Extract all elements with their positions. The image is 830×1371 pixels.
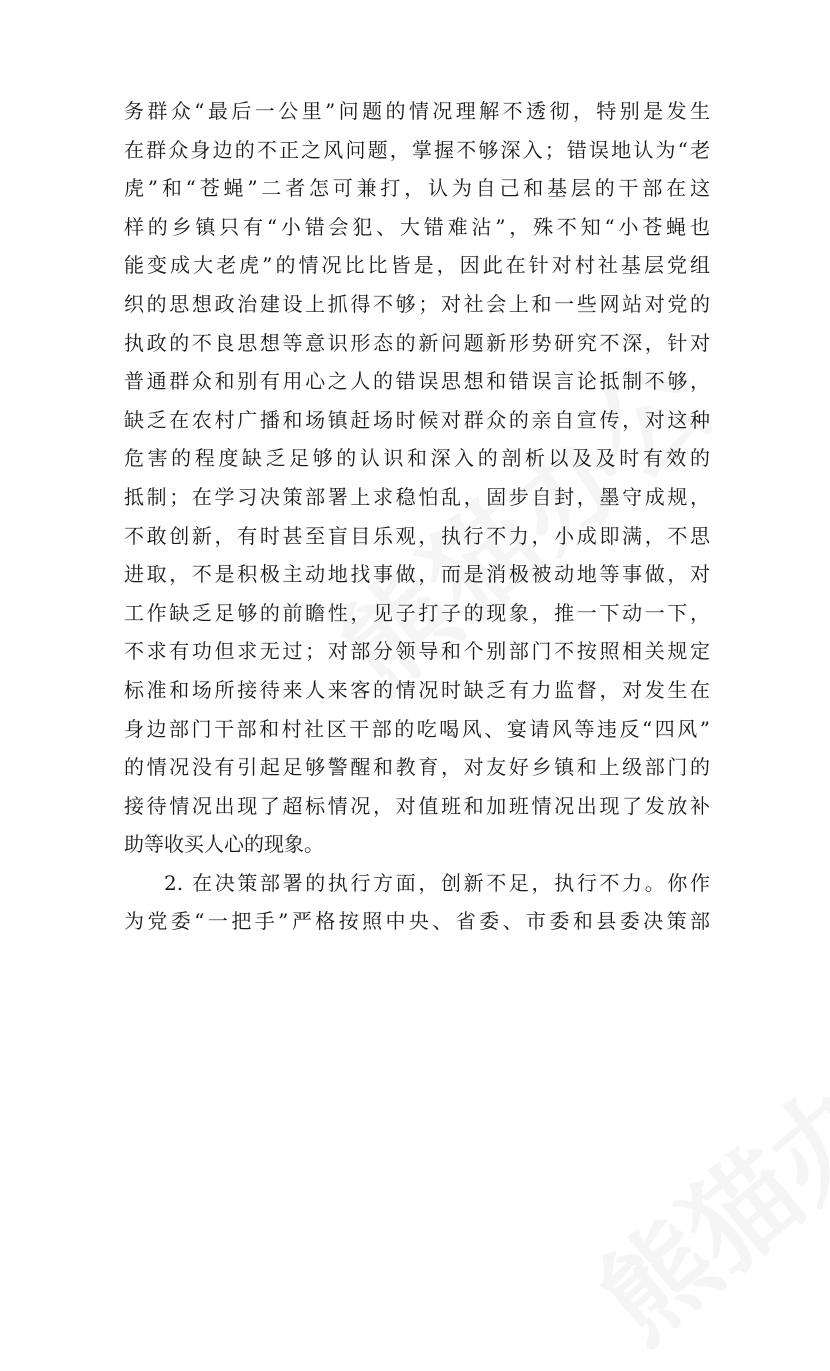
document-body [124,92,710,941]
text-line: 工作缺乏足够的前瞻性，见子打子的现象，推一下动一下， [124,600,710,625]
text-line: 在群众身边的不正之风问题，掌握不够深入；错误地认为“老 [124,137,710,162]
text-line-paragraph-end: 助等收买人心的现象。 [124,832,324,857]
text-line-paragraph-start: 2. 在决策部署的执行方面，创新不足，执行不力。你作 [164,870,710,895]
text-line: 普通群众和别有用心之人的错误思想和错误言论抵制不够， [124,369,710,394]
text-line: 标准和场所接待来人来客的情况时缺乏有力监督，对发生在 [124,677,710,702]
text-line: 危害的程度缺乏足够的认识和深入的剖析以及及时有效的 [124,446,710,471]
text-line: 样的乡镇只有“小错会犯、大错难沾”，殊不知“小苍蝇也 [124,214,710,239]
text-line: 不求有功但求无过；对部分领导和个别部门不按照相关规定 [124,639,710,664]
watermark-logo [561,967,830,1371]
text-line: 的情况没有引起足够警醒和教育，对友好乡镇和上级部门的 [124,755,710,780]
text-line: 进取，不是积极主动地找事做，而是消极被动地等事做，对 [124,562,710,587]
text-line: 能变成大老虎”的情况比比皆是，因此在针对村社基层党组 [124,253,710,278]
text-line: 身边部门干部和村社区干部的吃喝风、宴请风等违反“四风” [124,716,710,741]
text-line: 执政的不良思想等意识形态的新问题新形势研究不深，针对 [124,330,710,355]
text-line: 为党委“一把手”严格按照中央、省委、市委和县委决策部 [124,909,710,934]
text-line: 织的思想政治建设上抓得不够；对社会上和一些网站对党的 [124,291,710,316]
text-line: 抵制；在学习决策部署上求稳怕乱，固步自封，墨守成规， [124,484,710,509]
text-line: 虎”和“苍蝇”二者怎可兼打，认为自己和基层的干部在这 [124,176,710,201]
text-line: 不敢创新，有时甚至盲目乐观，执行不力，小成即满，不思 [124,523,710,548]
text-line: 接待情况出现了超标情况，对值班和加班情况出现了发放补 [124,793,710,818]
text-line: 缺乏在农村广播和场镇赶场时候对群众的亲自宣传，对这种 [124,407,710,432]
text-line: 务群众“最后一公里”问题的情况理解不透彻，特别是发生 [124,99,710,123]
